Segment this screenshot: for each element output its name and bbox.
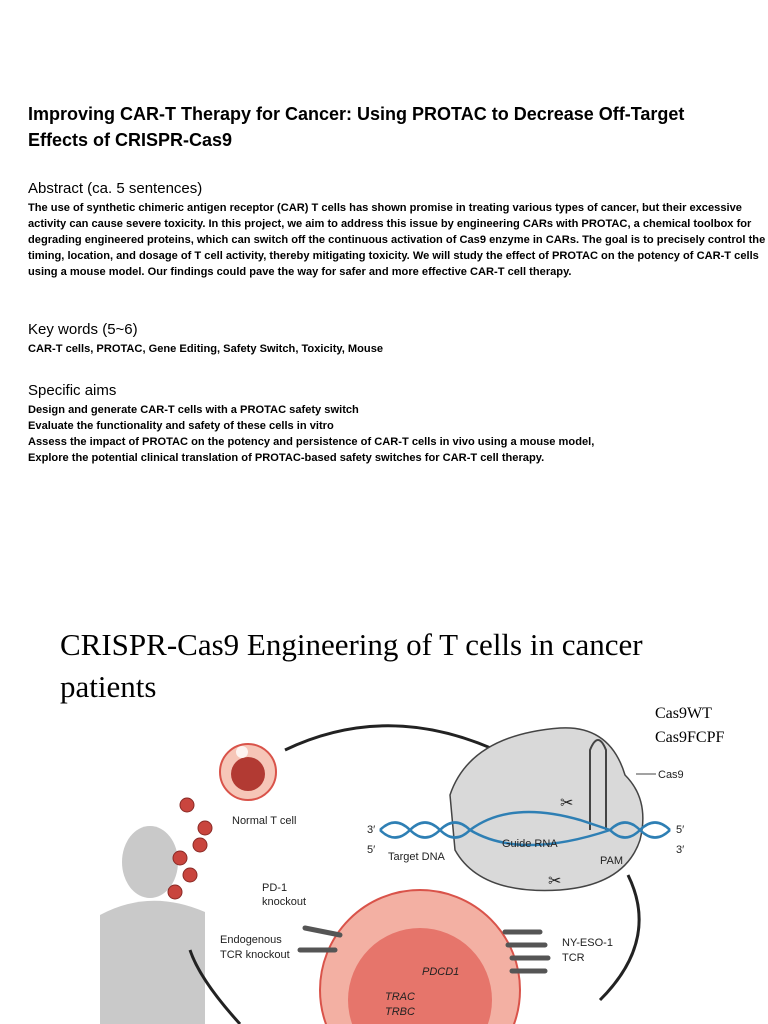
specific-aims-heading: Specific aims — [28, 382, 117, 399]
crispr-diagram — [0, 700, 768, 1024]
keywords-text: CAR-T cells, PROTAC, Gene Editing, Safety Switch, Toxicity, Mouse — [28, 343, 384, 355]
guide-rna-label: Guide RNA — [502, 838, 558, 850]
aim-item-1: Design and generate CAR-T cells with a PROTAC safety switch — [28, 404, 359, 416]
engineered-t-cell-icon — [320, 890, 520, 1024]
ny-eso-1-label: NY-ESO-1 — [562, 937, 613, 949]
aim-item-3: Assess the impact of PROTAC on the potency and persistence of CAR-T cells in vivo using a mouse model, — [28, 436, 595, 448]
dna-5prime-right: 5′ — [676, 824, 685, 836]
pdcd1-label: PDCD1 — [422, 966, 460, 978]
scissors-top-icon: ✂ — [560, 795, 574, 812]
normal-t-cell-label: Normal T cell — [232, 815, 297, 827]
scissors-bottom-icon: ✂ — [548, 873, 562, 890]
patient-silhouette-icon — [100, 826, 205, 1024]
dna-3prime-right: 3′ — [676, 844, 685, 856]
cas9-label: Cas9 — [658, 769, 684, 781]
trbc-label: TRBC — [385, 1006, 415, 1018]
abstract-text: The use of synthetic chimeric antigen receptor (CAR) T cells has shown promise in treating various types of cancer, but their excessive activity can cause severe toxicity. In this project, we aim to address this issue by engineering CARs with PROTAC, a chemical toolbox for degrading engineered proteins, which can switch off the continuous activation of Cas9 enzyme in CARs. The goal is to precisely control the timing, location, and dosage of T cell activity, thereby mitigating toxicity. We will study the effect of PROTAC on the potency of CAR-T cells using a mouse model. Our findings could pave the way for safer and more effective CAR-T cell therapy. — [28, 202, 766, 278]
trac-label: TRAC — [385, 991, 415, 1003]
dna-3prime-left: 3′ — [367, 824, 376, 836]
target-dna-label: Target DNA — [388, 851, 445, 863]
dna-5prime-left: 5′ — [367, 844, 376, 856]
document-title: Improving CAR-T Therapy for Cancer: Using PROTAC to Decrease Off-Target Effects of CRISPR-Cas9 — [28, 104, 685, 150]
cas9fcpf-label: Cas9FCPF — [655, 729, 725, 746]
tcr-label: TCR — [562, 952, 585, 964]
keywords-heading: Key words (5~6) — [28, 321, 138, 338]
figure-title: CRISPR-Cas9 Engineering of T cells in cancer patients — [60, 627, 643, 704]
normal-t-cell-icon — [220, 744, 276, 800]
pd1-label-1: PD-1 — [262, 882, 288, 894]
tcr-knockout-label-2: TCR knockout — [220, 949, 290, 961]
pam-label: PAM — [600, 855, 624, 867]
abstract-heading: Abstract (ca. 5 sentences) — [28, 180, 203, 197]
aim-item-2: Evaluate the functionality and safety of these cells in vitro — [28, 420, 334, 432]
aim-item-4: Explore the potential clinical translation of PROTAC-based safety switches for CAR-T cell therapy. — [28, 452, 545, 464]
specific-aims-list — [28, 402, 594, 466]
pd1-label-2: knockout — [262, 896, 307, 908]
tcr-knockout-label-1: Endogenous — [220, 934, 282, 946]
cas9wt-label: Cas9WT — [655, 705, 712, 722]
